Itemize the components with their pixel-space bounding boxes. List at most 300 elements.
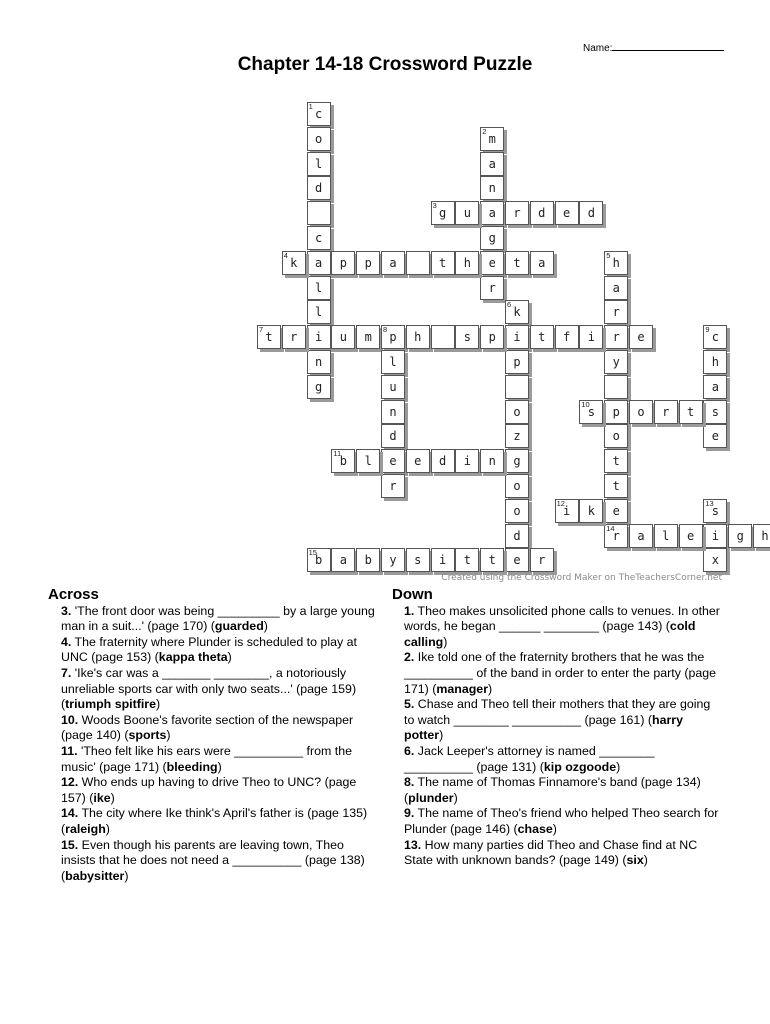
grid-cell[interactable]: [604, 449, 628, 473]
grid-cell[interactable]: [505, 300, 529, 324]
cell-letter: t: [612, 479, 620, 493]
clue-tail: ): [263, 619, 268, 634]
cell-letter: r: [612, 528, 620, 543]
grid-cell[interactable]: [480, 548, 504, 572]
grid-cell[interactable]: [505, 524, 529, 548]
grid-cell[interactable]: [604, 276, 628, 300]
grid-cell[interactable]: [381, 325, 405, 349]
cell-letter: e: [711, 429, 719, 444]
page-title: Chapter 14-18 Crossword Puzzle: [237, 54, 533, 75]
clue-answer: sports: [128, 728, 167, 743]
grid-cell[interactable]: [480, 276, 504, 300]
cell-letter: a: [339, 553, 347, 568]
cell-letter: t: [438, 255, 447, 270]
grid-cell[interactable]: [728, 524, 752, 548]
grid-cell[interactable]: [307, 251, 331, 275]
clue-text: 'The front door was being _________ by a large young man in a suit...' (page 170) (: [61, 603, 375, 634]
cell-letter: a: [389, 255, 397, 270]
clue-number: 5: [606, 250, 611, 260]
grid-cell[interactable]: [480, 176, 504, 200]
across-clue: [48, 744, 378, 775]
grid-cell[interactable]: [455, 251, 479, 275]
down-clue: [392, 806, 722, 837]
grid-cell[interactable]: [381, 350, 405, 374]
down-clues: [392, 587, 722, 869]
cell-letter: a: [488, 156, 496, 171]
clue-text: The fraternity where Plunder is scheduled to play at UNC (page 153) (: [61, 634, 357, 665]
cell-letter: o: [513, 503, 521, 518]
cell-letter: p: [389, 330, 397, 345]
clue-answer: plunder: [408, 790, 454, 805]
clue-text: Theo makes unsolicited phone calls to venues. In other words, he began ______ ________ (page 143) (: [404, 603, 720, 634]
clue-text: 'Ike's car was a _______ ________, a notoriously unreliable sports car with only two seats...' (page 159) (: [61, 665, 357, 712]
grid-cell[interactable]: [629, 524, 653, 548]
grid-cell[interactable]: [505, 375, 529, 399]
cell-letter: b: [339, 454, 347, 469]
grid-cell[interactable]: [356, 251, 380, 275]
across-heading: Across: [48, 586, 99, 603]
grid-cell[interactable]: [406, 251, 430, 275]
grid-cell[interactable]: [431, 325, 455, 349]
cell-letter: o: [314, 131, 323, 146]
cell-letter: z: [513, 429, 521, 444]
grid-cell[interactable]: [307, 152, 331, 176]
grid-cell[interactable]: [331, 449, 355, 473]
cell-letter: i: [438, 553, 447, 568]
cell-letter: i: [314, 330, 323, 345]
cell-letter: e: [686, 528, 695, 543]
clue-tail: ): [227, 650, 232, 665]
clue-tail: ): [156, 697, 161, 712]
clue-number: 15: [308, 548, 317, 558]
grid-cell[interactable]: [307, 548, 331, 572]
clue-answer: kappa theta: [158, 650, 228, 665]
cell-letter: a: [711, 379, 719, 394]
down-heading: Down: [392, 586, 433, 603]
clue-answer: guarded: [214, 619, 264, 634]
clue-tail: ): [443, 634, 448, 649]
grid-cell[interactable]: [431, 201, 455, 225]
clue-tail: ): [110, 790, 115, 805]
cell-letter: i: [513, 330, 521, 345]
cell-letter: t: [612, 454, 620, 469]
grid-cell[interactable]: [604, 300, 628, 324]
down-list: [392, 604, 722, 869]
cell-letter: m: [488, 131, 496, 146]
grid-cell[interactable]: [703, 524, 727, 548]
clue-number: 14: [606, 523, 615, 533]
across-clue: [48, 666, 378, 713]
cell-letter: k: [290, 255, 298, 270]
cell-letter: o: [637, 404, 645, 419]
grid-cell[interactable]: [257, 325, 281, 349]
grid-cell[interactable]: [604, 474, 628, 498]
clue-tail: ): [166, 728, 171, 743]
grid-cell[interactable]: [406, 325, 430, 349]
grid-cell[interactable]: [703, 400, 727, 424]
clue-answer: six: [626, 853, 644, 868]
cell-letter: m: [364, 330, 372, 345]
cell-letter: c: [711, 330, 719, 345]
cell-letter: r: [513, 206, 521, 221]
grid-cell[interactable]: [381, 424, 405, 448]
clue-tail: ): [439, 728, 444, 743]
cell-letter: r: [538, 553, 546, 568]
grid-cell[interactable]: [480, 226, 504, 250]
cell-letter: l: [314, 280, 323, 295]
cell-letter: y: [612, 355, 620, 369]
down-clue: [392, 775, 722, 806]
across-list: [48, 604, 378, 885]
grid-cell[interactable]: [604, 524, 628, 548]
grid-cell[interactable]: [604, 350, 628, 374]
grid-cell[interactable]: [455, 548, 479, 572]
cell-letter: g: [314, 379, 323, 394]
grid-cell[interactable]: [307, 226, 331, 250]
cell-letter: h: [711, 355, 719, 369]
clue-answer: manager: [436, 681, 489, 696]
cell-letter: y: [389, 553, 397, 568]
cell-letter: n: [488, 181, 496, 196]
clue-number: 12.: [61, 775, 79, 790]
cell-letter: k: [587, 503, 595, 518]
cell-letter: b: [364, 553, 372, 568]
cell-letter: o: [513, 479, 521, 493]
cell-letter: l: [314, 305, 323, 320]
cell-letter: f: [562, 330, 571, 345]
clue-tail: ): [643, 853, 648, 868]
cell-letter: i: [463, 454, 471, 469]
cell-letter: s: [711, 404, 719, 419]
grid-cell[interactable]: [555, 201, 579, 225]
down-clue: [392, 838, 722, 869]
clue-tail: ): [552, 821, 557, 836]
grid-cell[interactable]: [505, 548, 529, 572]
clue-number: 2: [482, 126, 487, 136]
clue-number: 15.: [61, 837, 79, 852]
cell-letter: r: [612, 305, 620, 320]
name-label: Name:: [583, 43, 613, 54]
clue-text: Even though his parents are leaving town, Theo insists that he does not need a __________ (page 138) (: [61, 837, 365, 883]
cell-letter: r: [488, 280, 496, 295]
cell-letter: g: [736, 528, 744, 543]
cell-letter: a: [538, 255, 546, 270]
cell-letter: c: [314, 107, 323, 121]
clue-text: The name of Theo's friend who helped Theo search for Plunder (page 146) (: [404, 806, 719, 836]
grid-cell[interactable]: [579, 325, 603, 349]
grid-cell[interactable]: [579, 499, 603, 523]
grid-cell[interactable]: [307, 300, 331, 324]
clue-answer: cold calling: [404, 619, 696, 649]
cell-letter: d: [389, 429, 397, 444]
grid-cell[interactable]: [505, 400, 529, 424]
cell-letter: p: [364, 255, 372, 270]
clue-text: Ike told one of the fraternity brothers that he was the __________ of the band in order to enter the party (page 171) (: [404, 650, 717, 696]
cell-letter: o: [612, 429, 620, 444]
across-clue: [48, 806, 378, 837]
cell-letter: d: [587, 206, 595, 221]
clue-number: 2.: [404, 650, 415, 665]
cell-letter: t: [488, 553, 496, 568]
grid-cell[interactable]: [579, 201, 603, 225]
cell-letter: c: [314, 231, 323, 245]
grid-cell[interactable]: [604, 499, 628, 523]
grid-cell[interactable]: [431, 548, 455, 572]
grid-cell[interactable]: [505, 325, 529, 349]
clue-number: 3: [432, 201, 437, 211]
cell-letter: h: [414, 330, 422, 345]
grid-cell[interactable]: [307, 201, 331, 225]
grid-cell[interactable]: [307, 325, 331, 349]
grid-cell[interactable]: [530, 201, 554, 225]
cell-letter: a: [314, 255, 323, 270]
cell-letter: t: [463, 553, 471, 568]
clue-number: 14.: [61, 806, 79, 821]
cell-letter: o: [513, 404, 521, 419]
clue-number: 6.: [404, 743, 415, 758]
across-clue: [48, 635, 378, 666]
grid-cell[interactable]: [629, 400, 653, 424]
cell-letter: s: [463, 330, 471, 345]
cell-letter: t: [265, 330, 273, 345]
clue-tail: ): [105, 821, 110, 836]
grid-cell[interactable]: [604, 375, 628, 399]
cell-letter: g: [488, 231, 496, 245]
cell-letter: d: [438, 454, 447, 469]
grid-cell[interactable]: [307, 176, 331, 200]
clue-text: Woods Boone's favorite section of the newspaper (page 140) (: [61, 712, 354, 743]
grid-cell[interactable]: [679, 524, 703, 548]
credit-line: Created using the Crossword Maker on TheTeachersCorner.net: [441, 573, 722, 583]
clue-text: The city where Ike think's April's father is (page 135) (: [61, 806, 368, 836]
clue-answer: harry potter: [404, 712, 684, 743]
grid-cell[interactable]: [381, 449, 405, 473]
grid-cell[interactable]: [307, 276, 331, 300]
clue-number: 4: [283, 250, 288, 260]
clue-tail: ): [124, 868, 129, 883]
cell-letter: a: [637, 528, 645, 543]
clue-number: 12: [556, 498, 565, 508]
grid-cell[interactable]: [381, 375, 405, 399]
clue-number: 8.: [404, 775, 415, 790]
cell-letter: e: [513, 553, 521, 568]
clue-number: 13.: [404, 837, 422, 852]
cell-letter: p: [513, 355, 521, 369]
grid-cell[interactable]: [530, 251, 554, 275]
grid-cell[interactable]: [381, 474, 405, 498]
grid-cell[interactable]: [431, 251, 455, 275]
cell-letter: r: [290, 330, 298, 345]
cell-letter: p: [339, 255, 347, 270]
cell-letter: d: [538, 206, 546, 221]
cell-letter: t: [513, 255, 521, 270]
grid-cell[interactable]: [629, 325, 653, 349]
across-clue: [48, 838, 378, 885]
clue-answer: babysitter: [65, 868, 125, 883]
clue-number: 10: [581, 399, 590, 409]
cell-letter: n: [314, 355, 323, 369]
grid-cell[interactable]: [356, 325, 380, 349]
cell-letter: l: [314, 156, 323, 171]
grid-cell[interactable]: [381, 548, 405, 572]
clue-number: 11: [333, 449, 342, 459]
clue-number: 1.: [404, 603, 415, 618]
grid-cell[interactable]: [307, 375, 331, 399]
cell-letter: t: [538, 330, 546, 345]
cell-letter: r: [612, 330, 620, 345]
cell-letter: x: [711, 553, 719, 568]
grid-cell[interactable]: [480, 201, 504, 225]
grid-cell[interactable]: [604, 424, 628, 448]
cell-letter: t: [686, 404, 695, 419]
grid-cell[interactable]: [703, 548, 727, 572]
grid-cell[interactable]: [331, 251, 355, 275]
across-clue: [48, 604, 378, 635]
grid-cell[interactable]: [406, 548, 430, 572]
clue-tail: ): [217, 759, 222, 774]
grid-cell[interactable]: [480, 325, 504, 349]
grid-cell[interactable]: [282, 251, 306, 275]
clue-tail: ): [453, 790, 458, 805]
cell-letter: i: [562, 503, 571, 518]
grid-cell[interactable]: [480, 127, 504, 151]
grid-cell[interactable]: [505, 449, 529, 473]
clue-answer: chase: [517, 821, 553, 836]
cell-letter: d: [513, 528, 521, 543]
clue-number: 10.: [61, 712, 79, 727]
grid-cell[interactable]: [505, 251, 529, 275]
grid-cell[interactable]: [654, 400, 678, 424]
cell-letter: u: [389, 379, 397, 394]
clue-number: 8: [383, 325, 388, 335]
cell-letter: d: [314, 181, 323, 196]
grid-cell[interactable]: [505, 474, 529, 498]
grid-cell[interactable]: [555, 499, 579, 523]
clue-answer: bleeding: [166, 759, 218, 774]
cell-letter: s: [414, 553, 422, 568]
grid-cell[interactable]: [331, 548, 355, 572]
cell-letter: k: [513, 305, 521, 320]
cell-letter: e: [389, 454, 397, 469]
grid-cell[interactable]: [381, 251, 405, 275]
cell-letter: i: [587, 330, 595, 345]
grid-cell[interactable]: [604, 400, 628, 424]
cell-letter: p: [488, 330, 496, 345]
grid-cell[interactable]: [654, 524, 678, 548]
grid-cell[interactable]: [753, 524, 770, 548]
grid-cell[interactable]: [703, 499, 727, 523]
grid-cell[interactable]: [703, 375, 727, 399]
cell-letter: e: [562, 206, 571, 221]
cell-letter: h: [463, 255, 471, 270]
cell-letter: g: [438, 206, 447, 221]
cell-letter: p: [612, 404, 620, 419]
cell-letter: l: [364, 454, 372, 469]
cell-letter: s: [587, 404, 595, 419]
grid-cell[interactable]: [356, 548, 380, 572]
grid-cell[interactable]: [431, 449, 455, 473]
clue-number: 7.: [61, 665, 72, 680]
grid-cell[interactable]: [530, 325, 554, 349]
cell-letter: n: [389, 404, 397, 419]
clue-number: 9.: [404, 806, 415, 821]
cell-letter: u: [339, 330, 347, 345]
cell-letter: h: [612, 255, 620, 270]
clue-number: 4.: [61, 634, 72, 649]
cell-letter: s: [711, 503, 719, 518]
cell-letter: i: [711, 528, 719, 543]
clue-number: 3.: [61, 603, 72, 618]
grid-cell[interactable]: [455, 325, 479, 349]
across-clue: [48, 775, 378, 806]
grid-cell[interactable]: [307, 127, 331, 151]
grid-cell[interactable]: [530, 548, 554, 572]
grid-cell[interactable]: [406, 449, 430, 473]
clue-text: Who ends up having to drive Theo to UNC? (page 157) (: [61, 775, 357, 805]
grid-cell[interactable]: [282, 325, 306, 349]
clue-answer: raleigh: [65, 821, 106, 836]
grid-cell[interactable]: [480, 449, 504, 473]
clue-text: The name of Thomas Finnamore's band (page 134) (: [404, 775, 701, 805]
cell-letter: a: [612, 280, 620, 295]
clue-text: How many parties did Theo and Chase find at NC State with unknown bands? (page 149) (: [404, 837, 698, 868]
cell-letter: g: [513, 454, 521, 469]
grid-cell[interactable]: [505, 201, 529, 225]
grid-cell[interactable]: [307, 102, 331, 126]
grid-cell[interactable]: [579, 400, 603, 424]
cell-letter: l: [389, 355, 397, 369]
grid-cell[interactable]: [505, 499, 529, 523]
down-clue: [392, 744, 722, 775]
cell-letter: u: [463, 206, 471, 221]
cell-letter: e: [612, 503, 620, 518]
grid-cell[interactable]: [307, 350, 331, 374]
clue-text: Jack Leeper's attorney is named ________ __________ (page 131) (: [404, 743, 655, 774]
grid-cell[interactable]: [604, 325, 628, 349]
clue-tail: ): [488, 681, 493, 696]
cell-letter: l: [662, 528, 670, 543]
across-clue: [48, 713, 378, 744]
grid-cell[interactable]: [505, 424, 529, 448]
grid-cell[interactable]: [455, 449, 479, 473]
grid-cell[interactable]: [356, 449, 380, 473]
grid-cell[interactable]: [381, 400, 405, 424]
grid-cell[interactable]: [555, 325, 579, 349]
grid-cell[interactable]: [505, 350, 529, 374]
clue-number: 7: [259, 325, 264, 335]
grid-cell[interactable]: [703, 424, 727, 448]
grid-cell[interactable]: [455, 201, 479, 225]
clue-number: 9: [705, 325, 710, 335]
clue-answer: ike: [93, 790, 111, 805]
grid-cell[interactable]: [331, 325, 355, 349]
down-clue: [392, 697, 722, 744]
clue-answer: triumph spitfire: [65, 697, 157, 712]
grid-cell[interactable]: [480, 251, 504, 275]
cell-letter: b: [314, 553, 323, 568]
cell-letter: r: [662, 404, 670, 419]
grid-cell[interactable]: [679, 400, 703, 424]
cell-letter: e: [637, 330, 645, 345]
grid-cell[interactable]: [703, 325, 727, 349]
clue-answer: kip ozgoode: [543, 759, 617, 774]
grid-cell[interactable]: [604, 251, 628, 275]
clue-text: Chase and Theo tell their mothers that they are going to watch ________ __________ (page 161) (: [404, 697, 711, 727]
clue-number: 1: [308, 102, 313, 111]
grid-cell[interactable]: [480, 152, 504, 176]
clue-number: 6: [507, 300, 512, 310]
grid-cell[interactable]: [703, 350, 727, 374]
